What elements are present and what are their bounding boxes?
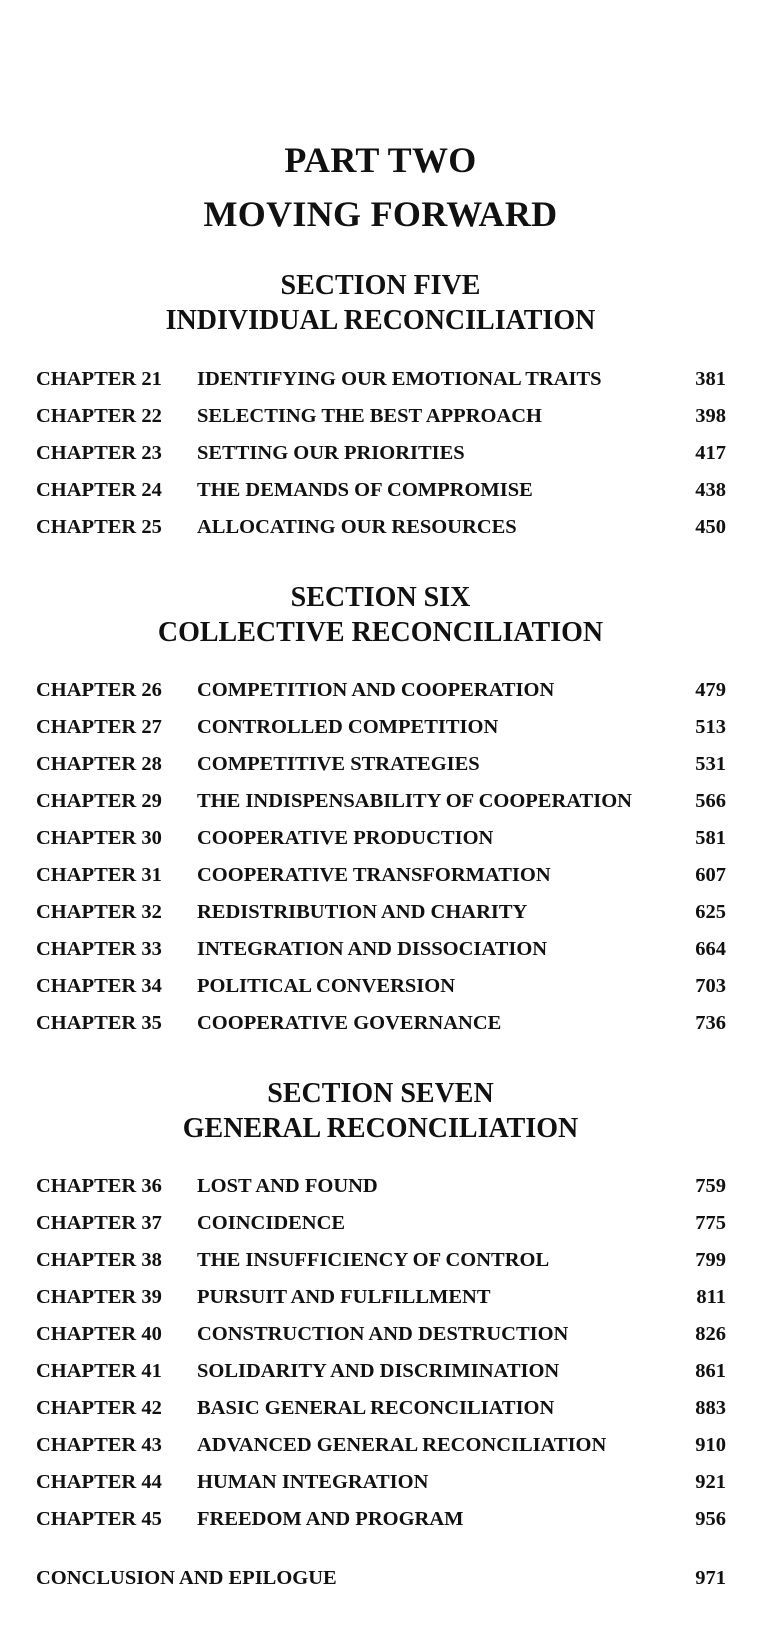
toc-row[interactable] <box>0 971 761 1001</box>
conclusion-title: CONCLUSION AND EPILOGUE <box>36 1567 337 1589</box>
toc-row[interactable] <box>0 823 761 853</box>
toc-row[interactable] <box>0 364 761 394</box>
chapter-title: PURSUIT AND FULFILLMENT <box>197 1286 491 1308</box>
chapter-number: CHAPTER 33 <box>36 938 162 960</box>
page-number: 861 <box>695 1360 726 1382</box>
chapter-title: LOST AND FOUND <box>197 1175 378 1197</box>
chapter-title: COINCIDENCE <box>197 1212 346 1234</box>
page-number: 479 <box>695 679 726 701</box>
toc-row[interactable] <box>0 1319 761 1349</box>
toc-row[interactable] <box>0 897 761 927</box>
page-number: 531 <box>695 753 726 775</box>
toc-row[interactable] <box>0 934 761 964</box>
page-number: 438 <box>695 479 726 501</box>
chapter-number: CHAPTER 38 <box>36 1249 162 1271</box>
chapter-title: THE INDISPENSABILITY OF COOPERATION <box>197 790 632 812</box>
chapter-number: CHAPTER 27 <box>36 716 162 738</box>
toc-row[interactable] <box>0 1467 761 1497</box>
page-number: 398 <box>695 405 726 427</box>
page-number: 883 <box>695 1397 726 1419</box>
page-number: 513 <box>695 716 726 738</box>
chapter-title: THE INSUFFICIENCY OF CONTROL <box>197 1249 550 1271</box>
section-five-title: INDIVIDUAL RECONCILIATION <box>165 305 596 336</box>
chapter-number: CHAPTER 41 <box>36 1360 162 1382</box>
page-number: 581 <box>695 827 726 849</box>
chapter-title: HUMAN INTEGRATION <box>197 1471 429 1493</box>
section-six-number: SECTION SIX <box>290 582 471 613</box>
chapter-number: CHAPTER 45 <box>36 1508 162 1530</box>
page-number: 703 <box>695 975 726 997</box>
page-number: 417 <box>695 442 726 464</box>
chapter-title: FREEDOM AND PROGRAM <box>197 1508 464 1530</box>
toc-row[interactable] <box>0 749 761 779</box>
chapter-title: COOPERATIVE GOVERNANCE <box>197 1012 502 1034</box>
page-number: 450 <box>695 516 726 538</box>
chapter-number: CHAPTER 24 <box>36 479 162 501</box>
chapter-title: COOPERATIVE PRODUCTION <box>197 827 494 849</box>
chapter-number: CHAPTER 39 <box>36 1286 162 1308</box>
chapter-number: CHAPTER 37 <box>36 1212 162 1234</box>
toc-row[interactable] <box>0 1393 761 1423</box>
chapter-number: CHAPTER 21 <box>36 368 162 390</box>
chapter-number: CHAPTER 42 <box>36 1397 162 1419</box>
toc-row[interactable] <box>0 438 761 468</box>
chapter-number: CHAPTER 30 <box>36 827 162 849</box>
chapter-number: CHAPTER 44 <box>36 1471 162 1493</box>
page-number: 956 <box>695 1508 726 1530</box>
page-number: 811 <box>696 1286 726 1308</box>
page-number: 910 <box>695 1434 726 1456</box>
chapter-number: CHAPTER 26 <box>36 679 162 701</box>
section-seven-number: SECTION SEVEN <box>267 1078 494 1109</box>
toc-row[interactable] <box>0 512 761 542</box>
chapter-title: BASIC GENERAL RECONCILIATION <box>197 1397 555 1419</box>
toc-row[interactable] <box>0 475 761 505</box>
chapter-number: CHAPTER 32 <box>36 901 162 923</box>
toc-row[interactable] <box>0 1282 761 1312</box>
page-number: 736 <box>695 1012 726 1034</box>
section-six-title: COLLECTIVE RECONCILIATION <box>157 617 604 648</box>
toc-row[interactable] <box>0 675 761 705</box>
page-number: 921 <box>695 1471 726 1493</box>
page-number: 759 <box>695 1175 726 1197</box>
chapter-number: CHAPTER 29 <box>36 790 162 812</box>
toc-row[interactable] <box>0 1356 761 1386</box>
toc-row[interactable] <box>0 1008 761 1038</box>
page-number: 664 <box>695 938 726 960</box>
page-number: 799 <box>695 1249 726 1271</box>
toc-row[interactable] <box>0 1245 761 1275</box>
toc-row[interactable] <box>0 1504 761 1534</box>
part-number: PART TWO <box>284 140 477 180</box>
page-number: 775 <box>695 1212 726 1234</box>
page-number: 381 <box>695 368 726 390</box>
chapter-title: COMPETITION AND COOPERATION <box>197 679 555 701</box>
toc-row[interactable] <box>0 786 761 816</box>
chapter-title: COOPERATIVE TRANSFORMATION <box>197 864 551 886</box>
chapter-title: IDENTIFYING OUR EMOTIONAL TRAITS <box>197 368 602 390</box>
page-number: 971 <box>695 1567 726 1589</box>
chapter-title: CONTROLLED COMPETITION <box>197 716 499 738</box>
page-number: 566 <box>695 790 726 812</box>
chapter-title: REDISTRIBUTION AND CHARITY <box>197 901 528 923</box>
toc-row-conclusion[interactable] <box>0 1563 761 1593</box>
chapter-title: POLITICAL CONVERSION <box>197 975 456 997</box>
chapter-title: INTEGRATION AND DISSOCIATION <box>197 938 548 960</box>
toc-row[interactable] <box>0 1430 761 1460</box>
chapter-title: ALLOCATING OUR RESOURCES <box>197 516 517 538</box>
chapter-title: SETTING OUR PRIORITIES <box>197 442 465 464</box>
section-seven-title: GENERAL RECONCILIATION <box>182 1113 579 1144</box>
chapter-number: CHAPTER 36 <box>36 1175 162 1197</box>
toc-row[interactable] <box>0 1208 761 1238</box>
chapter-number: CHAPTER 25 <box>36 516 162 538</box>
toc-row[interactable] <box>0 712 761 742</box>
toc-row[interactable] <box>0 401 761 431</box>
chapter-title: COMPETITIVE STRATEGIES <box>197 753 480 775</box>
section-five-number: SECTION FIVE <box>280 270 481 301</box>
chapter-title: ADVANCED GENERAL RECONCILIATION <box>197 1434 607 1456</box>
chapter-title: SOLIDARITY AND DISCRIMINATION <box>197 1360 560 1382</box>
chapter-number: CHAPTER 28 <box>36 753 162 775</box>
chapter-title: SELECTING THE BEST APPROACH <box>197 405 542 427</box>
chapter-title: CONSTRUCTION AND DESTRUCTION <box>197 1323 569 1345</box>
page-number: 625 <box>695 901 726 923</box>
page-number: 607 <box>695 864 726 886</box>
chapter-number: CHAPTER 22 <box>36 405 162 427</box>
part-title: MOVING FORWARD <box>203 194 558 234</box>
page-number: 826 <box>695 1323 726 1345</box>
chapter-number: CHAPTER 23 <box>36 442 162 464</box>
toc-row[interactable] <box>0 1171 761 1201</box>
toc-row[interactable] <box>0 860 761 890</box>
chapter-title: THE DEMANDS OF COMPROMISE <box>197 479 533 501</box>
chapter-number: CHAPTER 34 <box>36 975 162 997</box>
chapter-number: CHAPTER 43 <box>36 1434 162 1456</box>
chapter-number: CHAPTER 40 <box>36 1323 162 1345</box>
chapter-number: CHAPTER 31 <box>36 864 162 886</box>
chapter-number: CHAPTER 35 <box>36 1012 162 1034</box>
